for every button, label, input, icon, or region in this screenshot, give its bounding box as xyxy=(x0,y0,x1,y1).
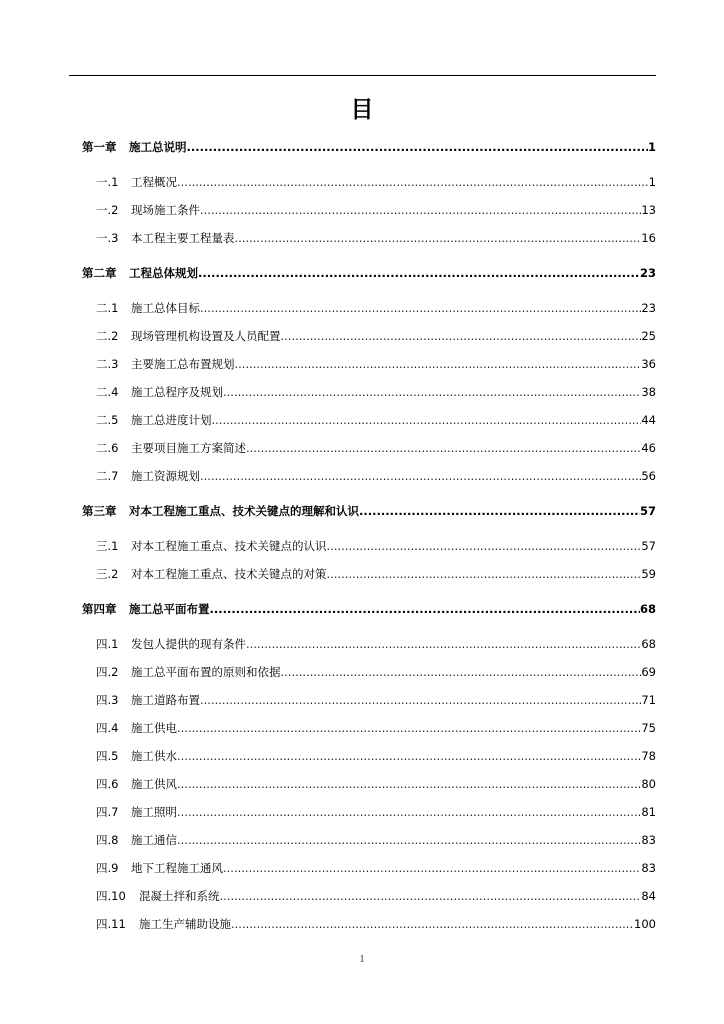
toc-number: 四.2 xyxy=(96,665,119,679)
toc-section[interactable] xyxy=(96,356,656,372)
toc-label: 施工总平面布置 xyxy=(129,602,210,616)
toc-label: 施工总体目标 xyxy=(131,301,200,315)
toc-page-number: 36 xyxy=(641,357,656,371)
footer-page-number: 1 xyxy=(359,953,365,965)
toc-label: 地下工程施工通风 xyxy=(131,861,223,875)
toc-page-number: 1 xyxy=(648,175,656,189)
dot-leader xyxy=(327,538,642,554)
toc-page-number: 59 xyxy=(641,567,656,581)
dot-leader xyxy=(177,174,649,190)
dot-leader xyxy=(223,860,641,876)
toc-label: 施工通信 xyxy=(131,833,177,847)
toc-title: 目 xyxy=(350,97,374,123)
toc-section[interactable] xyxy=(96,384,656,400)
toc-section[interactable] xyxy=(96,328,656,344)
toc-number: 第一章 xyxy=(82,140,117,154)
toc-chapter[interactable] xyxy=(82,601,656,617)
toc-number: 四.3 xyxy=(96,693,119,707)
toc-page-number: 25 xyxy=(641,329,656,343)
toc-number: 二.2 xyxy=(96,329,119,343)
toc-page-number: 23 xyxy=(639,266,656,280)
dot-leader xyxy=(220,888,642,904)
dot-leader xyxy=(177,748,641,764)
dot-leader xyxy=(198,265,640,281)
dot-leader xyxy=(246,636,641,652)
toc-section[interactable] xyxy=(96,300,656,316)
toc-page-number: 83 xyxy=(641,861,656,875)
toc-label: 施工资源规划 xyxy=(131,469,200,483)
toc-page-number: 100 xyxy=(634,917,656,931)
toc-label: 混凝土拌和系统 xyxy=(139,889,220,903)
toc-page-number: 68 xyxy=(641,637,656,651)
toc-section[interactable] xyxy=(96,538,656,554)
toc-number: 第四章 xyxy=(82,602,117,616)
toc-label: 施工照明 xyxy=(131,805,177,819)
toc-number: 四.11 xyxy=(96,917,126,931)
toc-section[interactable] xyxy=(96,174,656,190)
toc-page-number: 68 xyxy=(639,602,656,616)
toc-page-number: 13 xyxy=(641,203,656,217)
toc-label: 对本工程施工重点、技术关键点的认识 xyxy=(131,539,327,553)
toc-label: 施工道路布置 xyxy=(131,693,200,707)
toc-section[interactable] xyxy=(96,664,656,680)
toc-section[interactable] xyxy=(96,916,656,932)
toc-number: 一.1 xyxy=(96,175,119,189)
toc-label: 工程概况 xyxy=(131,175,177,189)
dot-leader xyxy=(177,832,641,848)
toc-label: 本工程主要工程量表 xyxy=(131,231,235,245)
toc-section[interactable] xyxy=(96,566,656,582)
toc-number: 四.9 xyxy=(96,861,119,875)
toc-label: 现场管理机构设置及人员配置 xyxy=(131,329,281,343)
toc-page-number: 56 xyxy=(641,469,656,483)
toc-section[interactable] xyxy=(96,692,656,708)
toc-page-number: 44 xyxy=(641,413,656,427)
toc-number: 四.7 xyxy=(96,805,119,819)
toc-label: 施工总进度计划 xyxy=(131,413,212,427)
toc-number: 第三章 xyxy=(82,504,117,518)
toc-page-number: 57 xyxy=(641,539,656,553)
toc-section[interactable] xyxy=(96,888,656,904)
dot-leader xyxy=(187,139,648,155)
toc-label: 现场施工条件 xyxy=(131,203,200,217)
toc-section[interactable] xyxy=(96,412,656,428)
toc-label: 施工总平面布置的原则和依据 xyxy=(131,665,281,679)
dot-leader xyxy=(177,776,641,792)
toc-label: 施工总程序及规划 xyxy=(131,385,223,399)
toc-label: 施工生产辅助设施 xyxy=(139,917,231,931)
toc-number: 四.5 xyxy=(96,749,119,763)
toc-page-number: 75 xyxy=(641,721,656,735)
toc-page-number: 81 xyxy=(641,805,656,819)
toc-number: 一.2 xyxy=(96,203,119,217)
dot-leader xyxy=(177,804,641,820)
toc-number: 二.4 xyxy=(96,385,119,399)
toc-page-number: 71 xyxy=(641,693,656,707)
dot-leader xyxy=(235,230,642,246)
dot-leader xyxy=(246,440,641,456)
dot-leader xyxy=(200,692,641,708)
toc-section[interactable] xyxy=(96,832,656,848)
toc-page-number: 78 xyxy=(641,749,656,763)
dot-leader xyxy=(200,202,641,218)
toc-label: 主要施工总布置规划 xyxy=(131,357,235,371)
dot-leader xyxy=(359,503,640,519)
toc-label: 对本工程施工重点、技术关键点的对策 xyxy=(131,567,327,581)
toc-section[interactable] xyxy=(96,202,656,218)
toc-number: 二.5 xyxy=(96,413,119,427)
toc-chapter[interactable] xyxy=(82,265,656,281)
toc-label: 施工供风 xyxy=(131,777,177,791)
dot-leader xyxy=(281,664,642,680)
toc-label: 发包人提供的现有条件 xyxy=(131,637,246,651)
toc-label: 施工供电 xyxy=(131,721,177,735)
toc-chapter[interactable] xyxy=(82,503,656,519)
toc-page-number: 83 xyxy=(641,833,656,847)
toc-section[interactable] xyxy=(96,720,656,736)
dot-leader xyxy=(281,328,642,344)
toc-page-number: 46 xyxy=(641,441,656,455)
toc-page-number: 57 xyxy=(639,504,656,518)
dot-leader xyxy=(177,720,641,736)
toc-section[interactable] xyxy=(96,748,656,764)
toc-number: 三.2 xyxy=(96,567,119,581)
toc-number: 四.6 xyxy=(96,777,119,791)
toc-number: 二.6 xyxy=(96,441,119,455)
toc-label: 对本工程施工重点、技术关键点的理解和认识 xyxy=(129,504,359,518)
toc-label: 工程总体规划 xyxy=(129,266,198,280)
toc-chapter[interactable] xyxy=(82,139,656,155)
toc-label: 主要项目施工方案简述 xyxy=(131,441,246,455)
toc-label: 施工供水 xyxy=(131,749,177,763)
toc-section[interactable] xyxy=(96,636,656,652)
toc-page-number: 69 xyxy=(641,665,656,679)
toc-page-number: 84 xyxy=(641,889,656,903)
dot-leader xyxy=(223,384,641,400)
toc-section[interactable] xyxy=(96,468,656,484)
toc-section[interactable] xyxy=(96,804,656,820)
toc-page-number: 38 xyxy=(641,385,656,399)
toc-number: 三.1 xyxy=(96,539,119,553)
dot-leader xyxy=(212,412,642,428)
toc-number: 二.1 xyxy=(96,301,119,315)
dot-leader xyxy=(200,468,641,484)
toc-section[interactable] xyxy=(96,860,656,876)
dot-leader xyxy=(210,601,640,617)
toc-page-number: 1 xyxy=(647,140,656,154)
toc-label: 施工总说明 xyxy=(129,140,187,154)
toc-number: 四.1 xyxy=(96,637,119,651)
toc-number: 一.3 xyxy=(96,231,119,245)
toc-page-number: 16 xyxy=(641,231,656,245)
dot-leader xyxy=(327,566,642,582)
toc-page-number: 23 xyxy=(641,301,656,315)
toc-number: 二.7 xyxy=(96,469,119,483)
dot-leader xyxy=(235,356,642,372)
toc-number: 二.3 xyxy=(96,357,119,371)
dot-leader xyxy=(231,916,634,932)
header-rule xyxy=(69,75,656,76)
dot-leader xyxy=(200,300,641,316)
toc-number: 第二章 xyxy=(82,266,117,280)
toc-number: 四.10 xyxy=(96,889,126,903)
toc-section[interactable] xyxy=(96,776,656,792)
toc-page-number: 80 xyxy=(641,777,656,791)
toc-section[interactable] xyxy=(96,440,656,456)
toc-number: 四.8 xyxy=(96,833,119,847)
toc-number: 四.4 xyxy=(96,721,119,735)
toc-section[interactable] xyxy=(96,230,656,246)
